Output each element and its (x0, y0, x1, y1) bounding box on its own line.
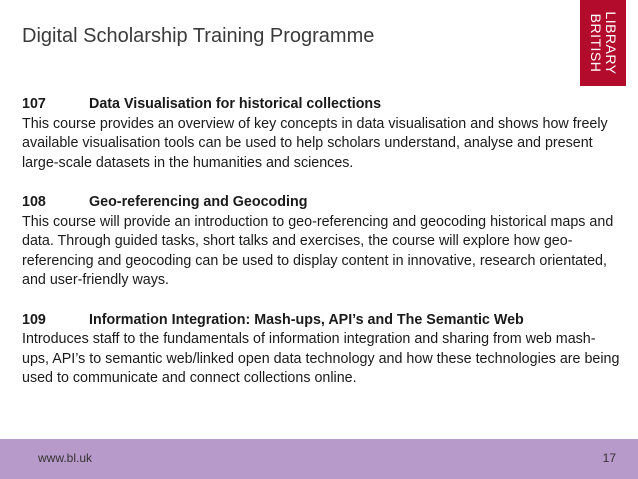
course-description: This course will provide an introduction to geo-referencing and geocoding historical maps and data. Through guided tasks, short talks and exercises, the course will explore how geo-referencing and geocoding can be used to display content in innovative, research orientated, and user-friendly ways. (22, 213, 614, 289)
footer-url-link[interactable]: www.bl.uk (38, 451, 93, 465)
course-description: This course provides an overview of key concepts in data visualisation and shows how freely available visualisation tools can be used to help scholars understand, analyse and present large-scale datasets in the humanities and sciences. (22, 115, 608, 171)
course-item (22, 193, 622, 291)
course-title: Information Integration: Mash-ups, API’s and The Semantic Web (89, 311, 524, 328)
course-number: 107 (22, 96, 46, 112)
course-number: 109 (22, 311, 46, 328)
british-library-logo (580, 0, 626, 86)
page-number: 17 (602, 451, 616, 465)
course-title: Data Visualisation for historical collections (89, 96, 382, 112)
logo-text (588, 11, 618, 74)
footer-bar (0, 439, 638, 479)
course-title: Geo-referencing and Geocoding (89, 193, 308, 210)
course-item (22, 95, 622, 173)
slide-title: Digital Scholarship Training Programme (22, 25, 375, 47)
course-heading (22, 95, 622, 115)
logo-line-library: LIBRARY (603, 11, 619, 75)
course-item (22, 311, 622, 389)
course-heading (22, 193, 622, 213)
course-heading (22, 311, 622, 331)
course-list (22, 95, 622, 409)
course-number: 108 (22, 193, 46, 210)
course-description: Introduces staff to the fundamentals of information integration and sharing from web mash-ups, API’s to semantic web/linked open data technology and how these technologies are being used to communicate and connect collections online. (22, 331, 620, 387)
logo-line-british: BRITISH (588, 13, 604, 73)
